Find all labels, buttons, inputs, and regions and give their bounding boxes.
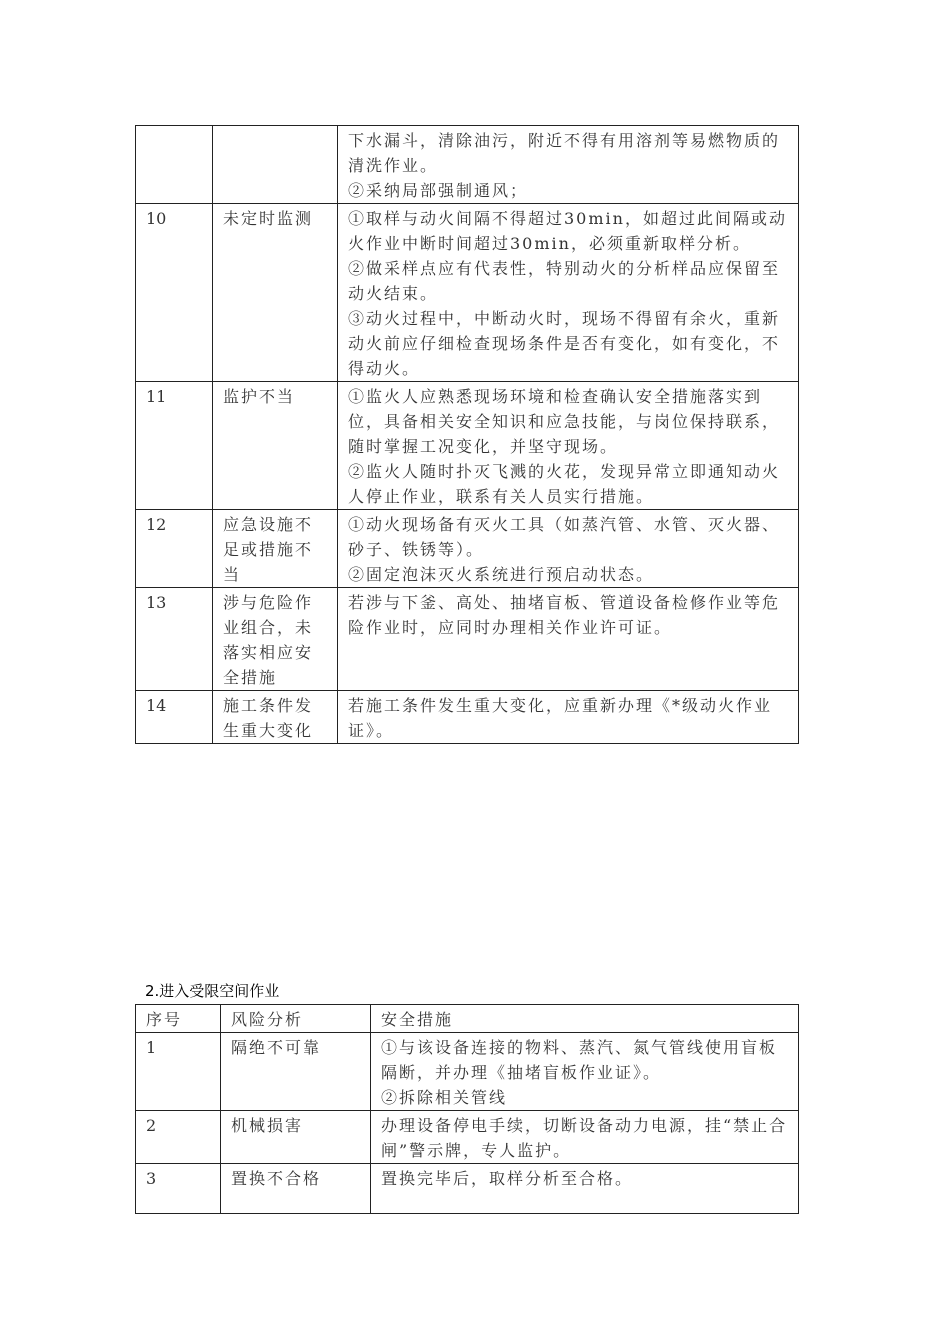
risk-analysis: 机械损害: [221, 1111, 371, 1164]
table-row: [136, 1033, 799, 1111]
measure-item: 办理设备停电手续，切断设备动力电源，挂“禁止合闸”警示牌，专人监护。: [381, 1116, 788, 1160]
measure-item: ②固定泡沫灭火系统进行预启动状态。: [348, 565, 655, 584]
row-number: 14: [136, 691, 213, 744]
row-number: 10: [136, 204, 213, 382]
safety-measures: [371, 1111, 799, 1164]
measure-item: ③动火过程中，中断动火时，现场不得留有余火，重新动火前应仔细检查现场条件是否有变化，如有变化，不得动火。: [348, 309, 781, 378]
measure-item: ①监火人应熟悉现场环境和检查确认安全措施落实到位，具备相关安全知识和应急技能，与岗位保持联系，随时掌握工况变化，并坚守现场。: [348, 387, 781, 456]
row-number: 11: [136, 382, 213, 510]
safety-measures: [338, 588, 799, 691]
header-measures: 安全措施: [371, 1005, 799, 1033]
measure-item: 下水漏斗，清除油污，附近不得有用溶剂等易燃物质的清洗作业。: [348, 131, 781, 175]
table-row: [136, 691, 799, 744]
row-number: 12: [136, 510, 213, 588]
measure-item: ①动火现场备有灭火工具（如蒸汽管、水管、灭火器、砂子、铁锈等）。: [348, 515, 781, 559]
measure-item: ②做采样点应有代表性，特别动火的分析样品应保留至动火结束。: [348, 259, 781, 303]
measure-item: ②采纳局部强制通风；: [348, 181, 529, 200]
safety-measures: [338, 510, 799, 588]
measure-item: ①与该设备连接的物料、蒸汽、氮气管线使用盲板隔断，并办理《抽堵盲板作业证》。: [381, 1038, 778, 1082]
row-number: 2: [136, 1111, 221, 1164]
table-row: [136, 204, 799, 382]
table-header-row: [136, 1005, 799, 1033]
safety-measures: [338, 204, 799, 382]
header-number: 序号: [136, 1005, 221, 1033]
risk-analysis: 未定时监测: [213, 204, 338, 382]
measure-item: ②监火人随时扑灭飞溅的火花，发现异常立即通知动火人停止作业，联系有关人员实行措施。: [348, 462, 781, 506]
risk-analysis: 施工条件发生重大变化: [213, 691, 338, 744]
row-number: 3: [136, 1164, 221, 1214]
safety-measures: [338, 691, 799, 744]
risk-analysis: [213, 126, 338, 204]
measure-item: ②拆除相关管线: [381, 1088, 508, 1107]
risk-analysis: 监护不当: [213, 382, 338, 510]
row-number: 13: [136, 588, 213, 691]
table-row: [136, 382, 799, 510]
measure-item: 置换完毕后，取样分析至合格。: [381, 1169, 634, 1188]
fire-work-risk-table: [135, 125, 799, 744]
measure-item: ①取样与动火间隔不得超过30min，如超过此间隔或动火作业中断时间超过30min，必须重新取样分析。: [348, 209, 787, 253]
table-row: [136, 1111, 799, 1164]
safety-measures: [338, 382, 799, 510]
row-number: [136, 126, 213, 204]
table-row: [136, 1164, 799, 1214]
table-row: [136, 126, 799, 204]
header-risk: 风险分析: [221, 1005, 371, 1033]
risk-analysis: 涉与危险作业组合，未落实相应安全措施: [213, 588, 338, 691]
table-row: [136, 588, 799, 691]
row-number: 1: [136, 1033, 221, 1111]
risk-analysis: 隔绝不可靠: [221, 1033, 371, 1111]
safety-measures: [371, 1164, 799, 1214]
risk-analysis: 置换不合格: [221, 1164, 371, 1214]
section-heading: 2.进入受限空间作业: [145, 982, 280, 1000]
measure-item: 若涉与下釜、高处、抽堵盲板、管道设备检修作业等危险作业时，应同时办理相关作业许可证。: [348, 593, 781, 637]
measure-item: 若施工条件发生重大变化，应重新办理《*级动火作业证》。: [348, 696, 773, 740]
safety-measures: [371, 1033, 799, 1111]
table-row: [136, 510, 799, 588]
safety-measures: [338, 126, 799, 204]
confined-space-risk-table: [135, 1004, 799, 1214]
risk-analysis: 应急设施不足或措施不当: [213, 510, 338, 588]
